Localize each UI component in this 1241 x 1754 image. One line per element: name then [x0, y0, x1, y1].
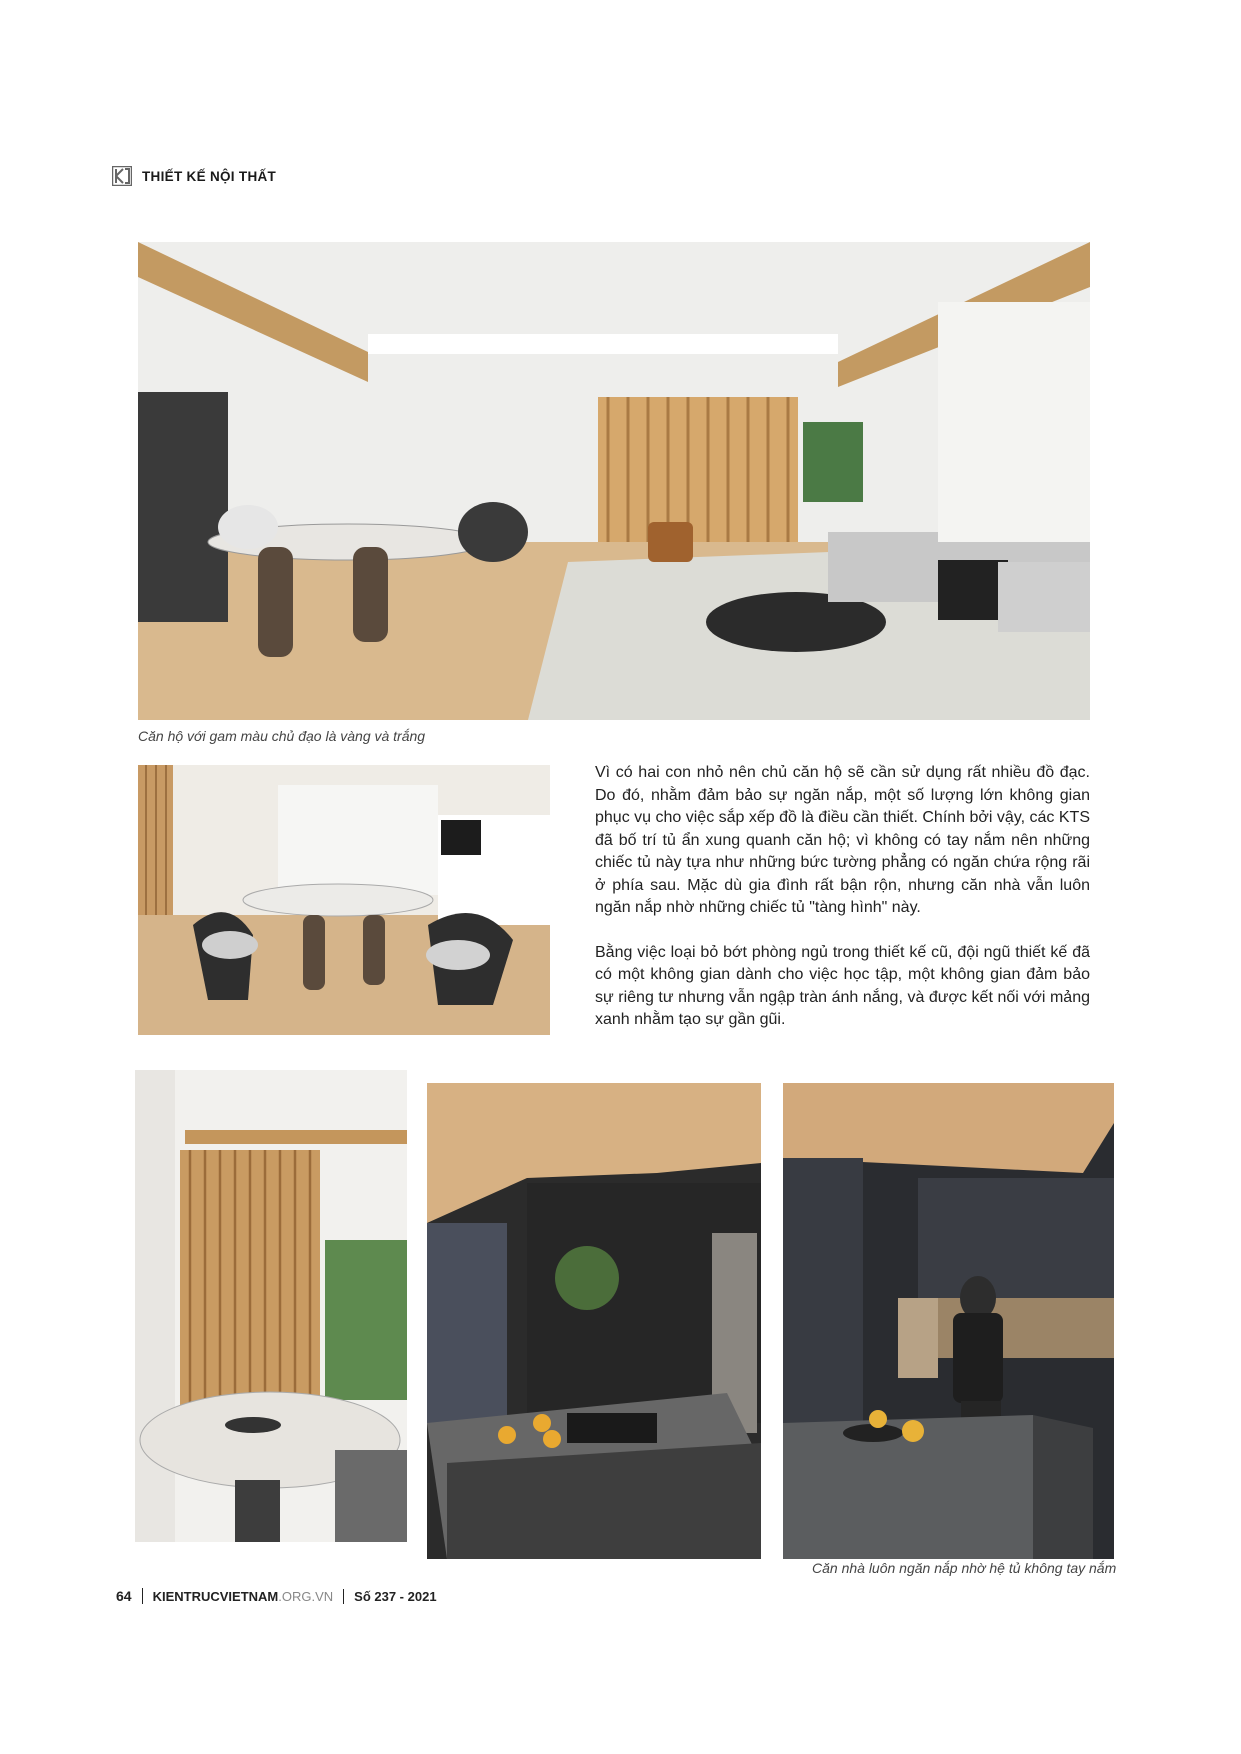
article-paragraph: Vì có hai con nhỏ nên chủ căn hộ sẽ cần sử dụng rất nhiều đồ đạc. Do đó, nhằm đảm bảo sự ngăn nắp, một số lượng lớn không gian phục vụ cho việc sắp xếp đồ là điều cần thiết. Chính bởi vậy, các KTS đã bố trí tủ ẩn xung quanh căn hộ; vì không có tay nắm nên những chiếc tủ này tựa như những bức tường phẳng có ngăn chứa rộng rãi ở phía sau. Mặc dù gia đình rất bận rộn, nhưng căn nhà vẫn luôn ngăn nắp nhờ những chiếc tủ "tàng hình" này.	[595, 764, 1090, 916]
page-number: 64	[116, 1588, 143, 1604]
section-title: THIẾT KẾ NỘI THẤT	[142, 168, 277, 184]
section-header	[112, 165, 276, 187]
page-footer	[116, 1585, 437, 1607]
main-photo-caption: Căn hộ với gam màu chủ đạo là vàng và trắng	[138, 728, 426, 744]
dining-corner-photo	[135, 1070, 407, 1542]
living-dining-photo	[138, 242, 1090, 720]
kitchen-woman-photo	[783, 1083, 1114, 1559]
kitchen-island-photo	[427, 1083, 761, 1559]
article-body	[595, 762, 1090, 1054]
site-domain: .ORG.VN	[278, 1588, 334, 1604]
footer-site	[143, 1589, 345, 1604]
site-name: KIENTRUCVIETNAM	[152, 1588, 279, 1604]
issue-number: Số 237 - 2021	[354, 1588, 437, 1604]
magazine-logo-icon	[112, 166, 132, 186]
dining-table-photo	[138, 765, 550, 1035]
article-paragraph: Bằng việc loại bỏ bớt phòng ngủ trong thiết kế cũ, đội ngũ thiết kế đã có một không gian dành cho việc học tập, một không gian đảm bảo sự riêng tư nhưng vẫn ngập tràn ánh nắng, và được kết nối với mảng xanh nhằm tạo sự gần gũi.	[595, 943, 1090, 1028]
kitchen-photo-caption: Căn nhà luôn ngăn nắp nhờ hệ tủ không tay nắm	[812, 1560, 1117, 1576]
